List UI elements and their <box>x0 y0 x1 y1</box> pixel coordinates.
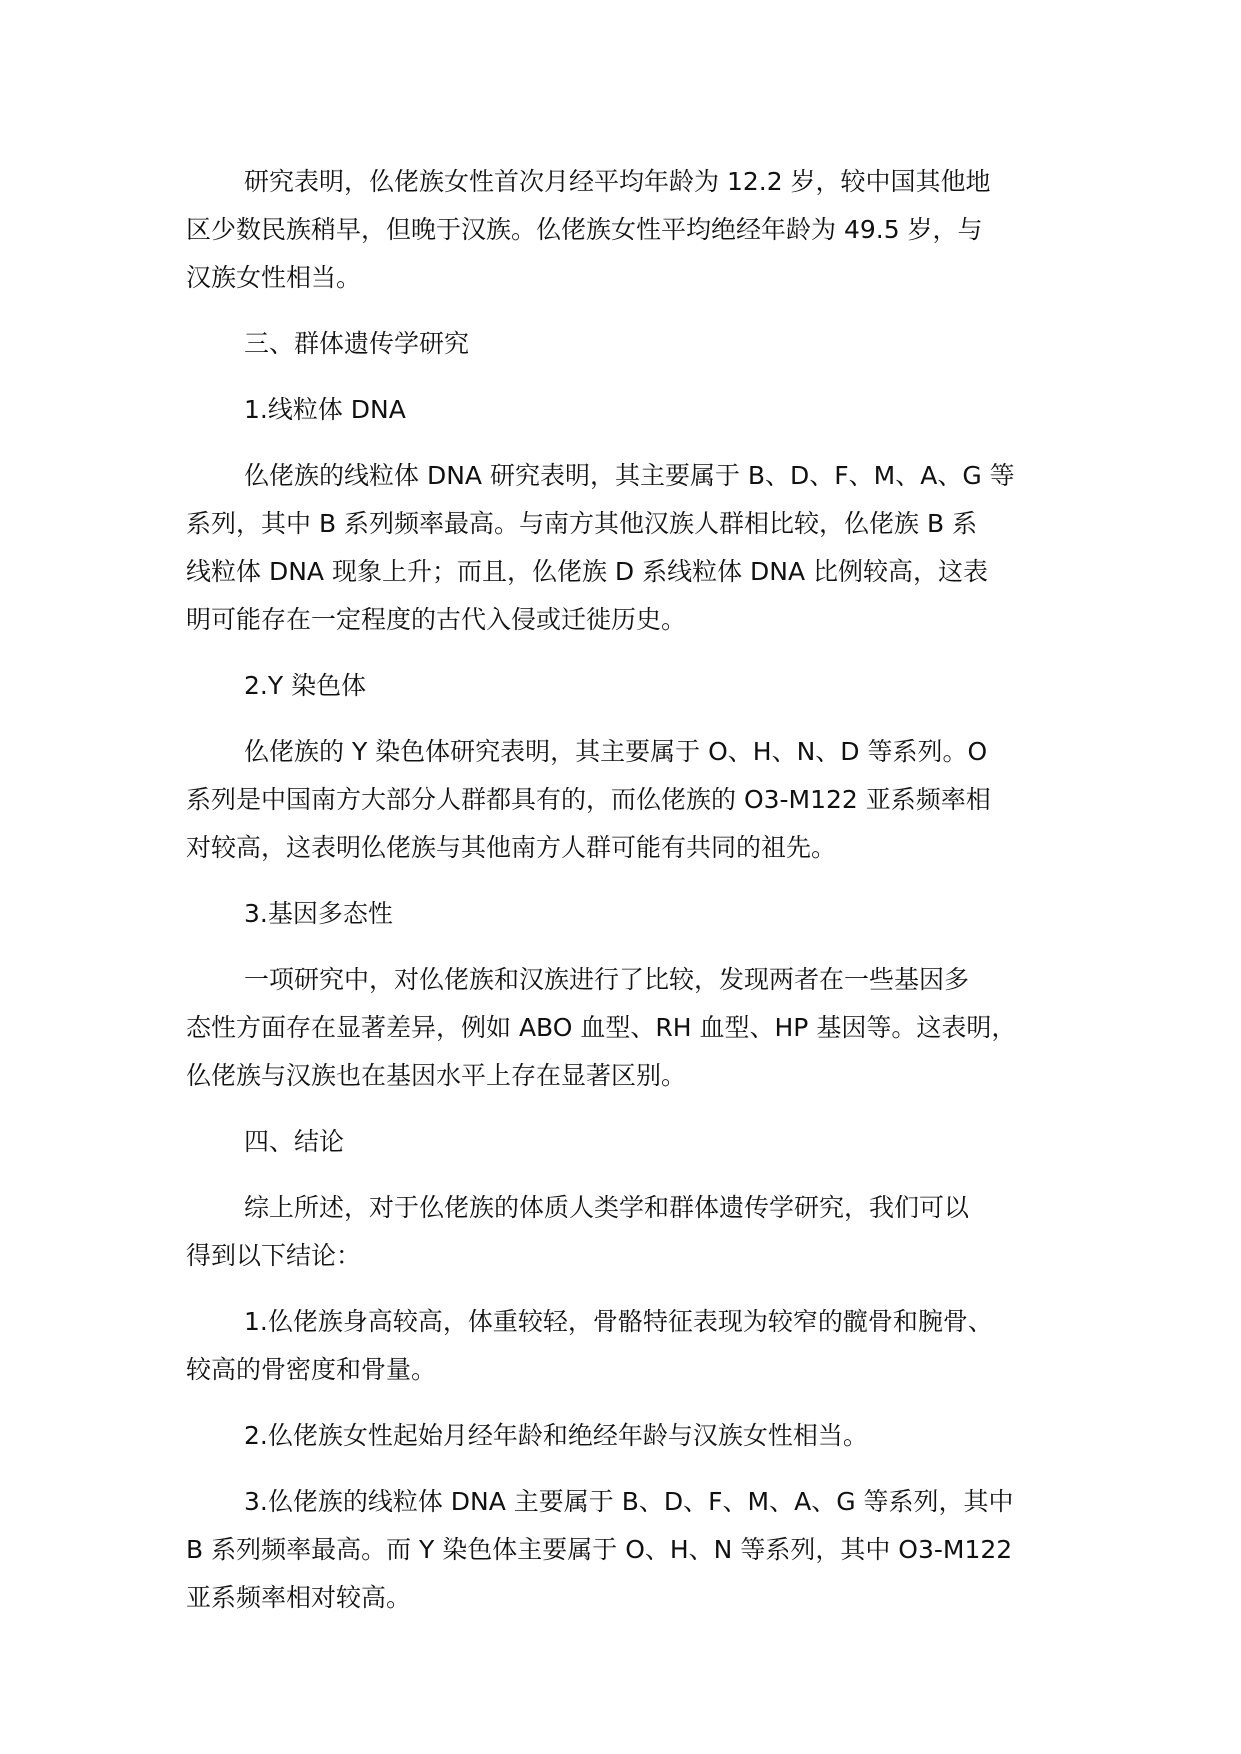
paragraph-mitochondrial-dna <box>186 452 1066 644</box>
text-line: 汉族女性相当。 <box>186 263 362 292</box>
text-line: 3.仫佬族的线粒体 DNA 主要属于 B、D、F、M、A、G 等系列，其中 <box>244 1487 1014 1516</box>
text-line: 态性方面存在显著差异，例如 ABO 血型、RH 血型、HP 基因等。这表明， <box>186 1013 1017 1042</box>
subheading-y-chromosome: 2.Y 染色体 <box>244 671 367 700</box>
text-line: 2.仫佬族女性起始月经年龄和绝经年龄与汉族女性相当。 <box>244 1421 868 1450</box>
paragraph-conclusion-intro <box>186 1184 1066 1280</box>
text-line: 仫佬族的 Y 染色体研究表明，其主要属于 O、H、N、D 等系列。O <box>244 737 988 766</box>
section-heading-population-genetics: 三、群体遗传学研究 <box>244 329 470 358</box>
subheading-mitochondrial-dna: 1.线粒体 DNA <box>244 395 406 424</box>
text-line: 仫佬族与汉族也在基因水平上存在显著区别。 <box>186 1061 687 1090</box>
paragraph-y-chromosome <box>186 728 1066 872</box>
paragraph-menarche-menopause <box>186 158 1066 302</box>
text-line: 亚系频率相对较高。 <box>186 1583 412 1612</box>
text-line: 线粒体 DNA 现象上升；而且，仫佬族 D 系线粒体 DNA 比例较高，这表 <box>186 557 989 586</box>
text-line: B 系列频率最高。而 Y 染色体主要属于 O、H、N 等系列，其中 O3-M122 <box>186 1535 1013 1564</box>
text-line: 1.仫佬族身高较高，体重较轻，骨骼特征表现为较窄的髋骨和腕骨、 <box>244 1307 993 1336</box>
text-line: 系列，其中 B 系列频率最高。与南方其他汉族人群相比较，仫佬族 B 系 <box>186 509 978 538</box>
text-line: 综上所述，对于仫佬族的体质人类学和群体遗传学研究，我们可以 <box>244 1193 970 1222</box>
conclusion-item-2 <box>186 1412 1066 1460</box>
text-line: 明可能存在一定程度的古代入侵或迁徙历史。 <box>186 605 687 634</box>
text-line: 较高的骨密度和骨量。 <box>186 1355 437 1384</box>
subheading-gene-polymorphism: 3.基因多态性 <box>244 899 393 928</box>
text-line: 仫佬族的线粒体 DNA 研究表明，其主要属于 B、D、F、M、A、G 等 <box>244 461 1015 490</box>
text-line: 一项研究中，对仫佬族和汉族进行了比较，发现两者在一些基因多 <box>244 965 970 994</box>
section-heading-conclusion: 四、结论 <box>244 1127 345 1156</box>
paragraph-gene-polymorphism <box>186 956 1066 1100</box>
conclusion-item-3 <box>186 1478 1066 1622</box>
text-line: 系列是中国南方大部分人群都具有的，而仫佬族的 O3-M122 亚系频率相 <box>186 785 991 814</box>
text-line: 区少数民族稍早，但晚于汉族。仫佬族女性平均绝经年龄为 49.5 岁，与 <box>186 215 983 244</box>
conclusion-item-1 <box>186 1298 1066 1394</box>
text-line: 研究表明，仫佬族女性首次月经平均年龄为 12.2 岁，较中国其他地 <box>244 167 991 196</box>
text-line: 得到以下结论： <box>186 1241 362 1270</box>
document-body <box>186 158 1066 1640</box>
text-line: 对较高，这表明仫佬族与其他南方人群可能有共同的祖先。 <box>186 833 837 862</box>
